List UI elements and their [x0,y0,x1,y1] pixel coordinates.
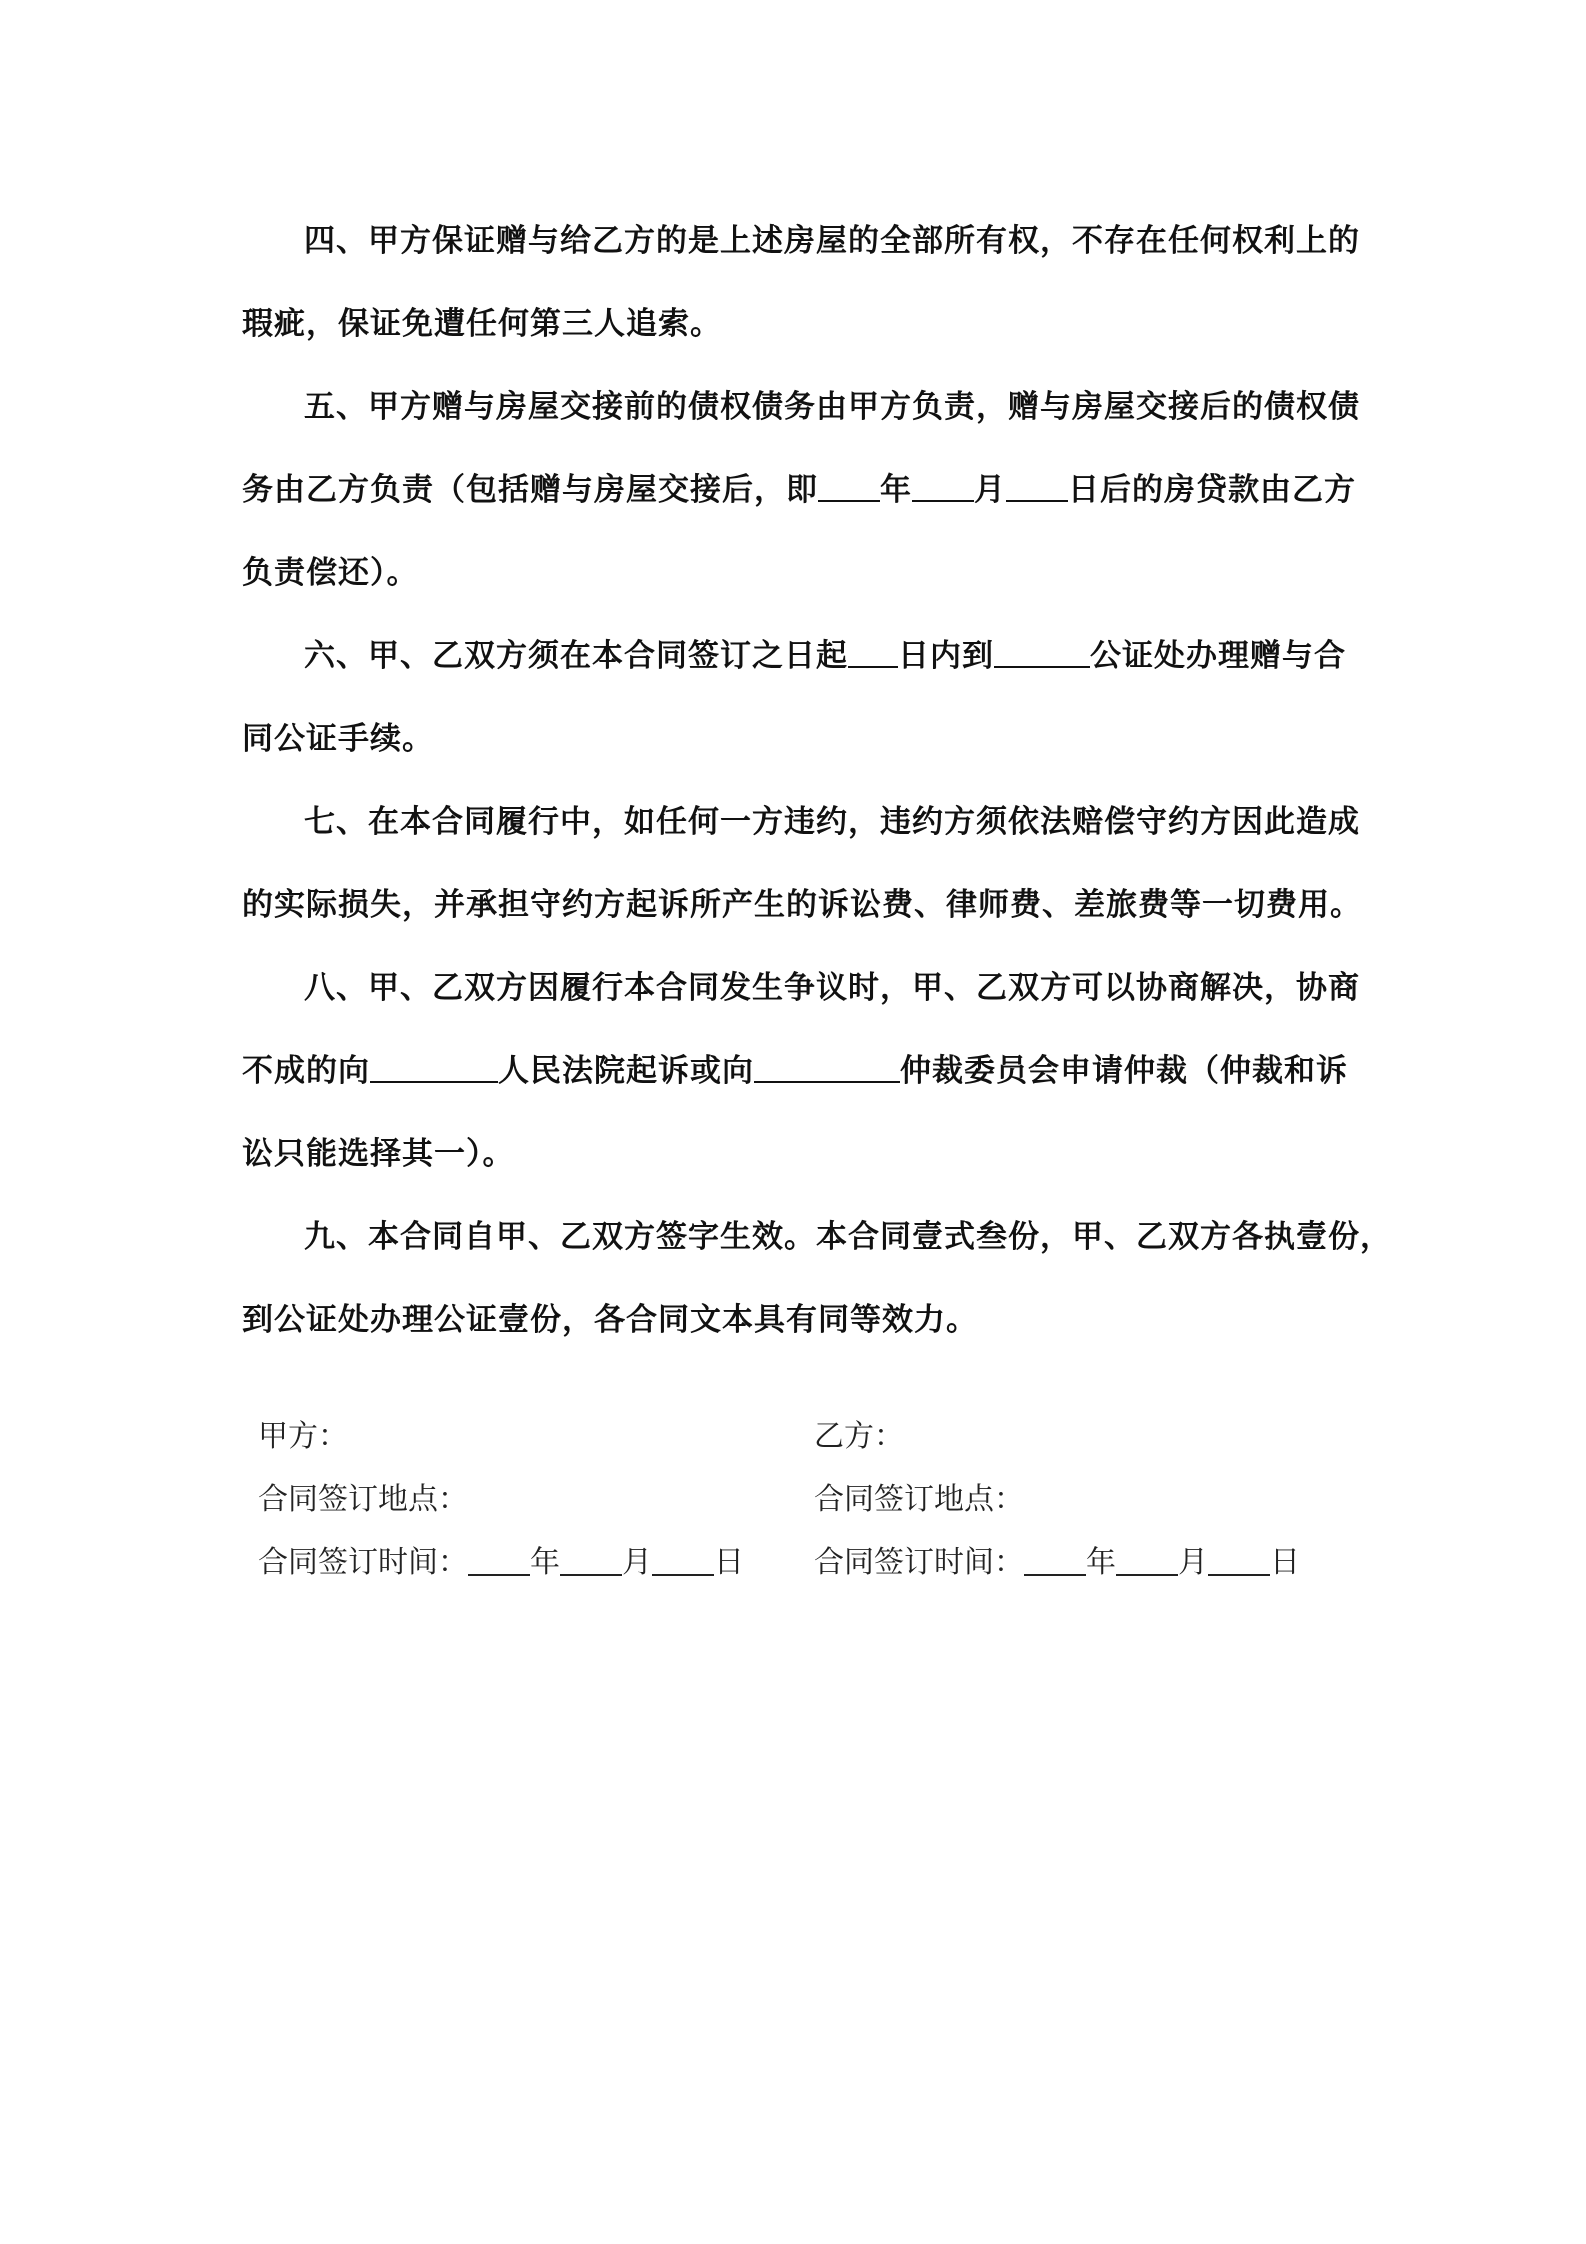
notary-office-blank[interactable] [994,636,1090,668]
clause-5-month-label: 月 [974,472,1006,508]
handover-year-blank[interactable] [818,470,880,502]
clause-8-line-3: 讼只能选择其一）。 [242,1136,515,1172]
party-b-month-blank[interactable] [1116,1546,1178,1576]
party-a-label: 甲方： [258,1419,348,1454]
clause-8-text-b: 人民法院起诉或向 [498,1053,754,1089]
handover-day-blank[interactable] [1006,470,1068,502]
party-a-time-row [258,1531,798,1594]
party-a-month-label: 月 [622,1545,652,1580]
party-a-signature [258,1405,798,1594]
clause-5-line-1: 五、甲方赠与房屋交接前的债权债务由甲方负责，赠与房屋交接后的债权债 [304,389,1360,425]
clause-8 [242,947,1360,1196]
party-b-label: 乙方： [814,1419,904,1454]
clause-8-line-1: 八、甲、乙双方因履行本合同发生争议时，甲、乙双方可以协商解决，协商 [304,970,1360,1006]
clause-9 [242,1196,1392,1362]
party-b-day-label: 日 [1270,1545,1300,1580]
court-blank[interactable] [370,1051,498,1083]
clause-6-text-b: 日内到 [898,638,994,674]
clause-5-text-a: 务由乙方负责（包括赠与房屋交接后，即 [242,472,818,508]
clause-4 [242,200,1360,366]
party-b-year-label: 年 [1086,1545,1116,1580]
party-b-year-blank[interactable] [1024,1546,1086,1576]
clause-8-line-2 [242,1030,1354,1113]
clause-8-text-c: 仲裁委员会申请仲裁（仲裁和诉 [900,1053,1348,1089]
party-a-place-label: 合同签订地点： [258,1482,468,1517]
clause-9-line-1: 九、本合同自甲、乙双方签字生效。本合同壹式叁份，甲、乙双方各执壹份， [304,1219,1392,1255]
clause-4-line-2: 瑕疵，保证免遭任何第三人追索。 [242,306,722,342]
party-a-month-blank[interactable] [560,1546,622,1576]
clause-5-text-d: 日后的房贷款由乙方 [1068,472,1356,508]
party-b-day-blank[interactable] [1208,1546,1270,1576]
party-a-year-label: 年 [530,1545,560,1580]
clause-6 [242,615,1354,781]
party-a-day-label: 日 [714,1545,744,1580]
clause-7 [242,781,1362,947]
party-a-year-blank[interactable] [468,1546,530,1576]
party-b-place-label: 合同签订地点： [814,1482,1024,1517]
clause-8-text-a: 不成的向 [242,1053,370,1089]
clause-6-text-a: 六、甲、乙双方须在本合同签订之日起 [304,638,848,674]
clause-6-line-1 [242,615,1354,698]
party-a-day-blank[interactable] [652,1546,714,1576]
party-b-signature [814,1405,1354,1594]
handover-month-blank[interactable] [912,470,974,502]
clause-5-year-label: 年 [880,472,912,508]
days-blank[interactable] [848,636,898,668]
party-b-time-row [814,1531,1354,1594]
arbitration-committee-blank[interactable] [754,1051,900,1083]
clause-4-line-1: 四、甲方保证赠与给乙方的是上述房屋的全部所有权，不存在任何权利上的 [304,223,1360,259]
contract-clauses [242,200,1392,1362]
party-a-time-label: 合同签订时间： [258,1545,468,1580]
party-b-month-label: 月 [1178,1545,1208,1580]
clause-5-line-2 [242,449,1354,532]
party-b-time-label: 合同签订时间： [814,1545,1024,1580]
clause-5-line-3: 负责偿还）。 [242,555,419,591]
clause-6-text-c: 公证处办理赠与合 [1090,638,1346,674]
clause-9-line-2: 到公证处办理公证壹份，各合同文本具有同等效力。 [242,1302,978,1338]
clause-5 [242,366,1360,615]
clause-7-line-1: 七、在本合同履行中，如任何一方违约，违约方须依法赔偿守约方因此造成 [304,804,1360,840]
clause-6-line-2: 同公证手续。 [242,721,434,757]
clause-7-line-2: 的实际损失，并承担守约方起诉所产生的诉讼费、律师费、差旅费等一切费用。 [242,887,1362,923]
